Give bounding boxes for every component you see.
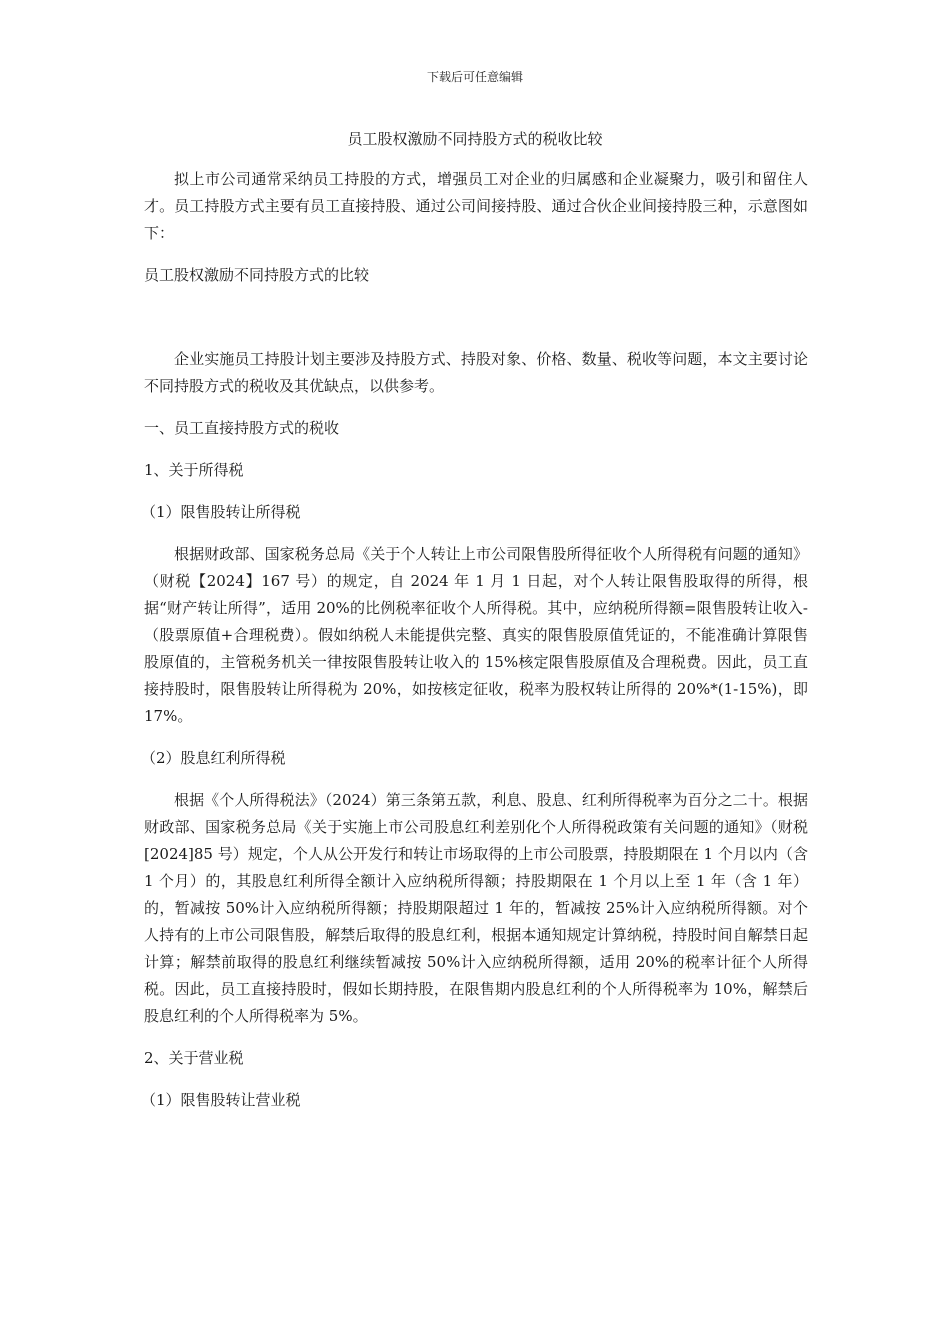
- body-paragraph: 根据《个人所得税法》（2024）第三条第五款，利息、股息、红利所得税率为百分之二十。根据财政部、国家税务总局《关于实施上市公司股息红利差别化个人所得税政策有关问题的通知》（财税[2024]85 号）规定，个人从公开发行和转让市场取得的上市公司股票，持股期限在 1 个月以内（含 1 个月）的，其股息红利所得全额计入应纳税所得额；持股期限在 1 个月以上至 1 年（含 1 年）的，暂减按 50%计入应纳税所得额；持股期限超过 1 年的，暂减按 25%计入应纳税所得额。对个人持有的上市公司限售股，解禁后取得的股息红利，根据本通知规定计算纳税，持股时间自解禁日起计算；解禁前取得的股息红利继续暂减按 50%计入应纳税所得额，适用 20%的税率计征个人所得税。因此，员工直接持股时，假如长期持股，在限售期内股息红利的个人所得税率为 10%，解禁后股息红利的个人所得税率为 5%。: [144, 791, 808, 1025]
- document-body: [141, 166, 808, 1129]
- item-heading: （2）股息红利所得税: [141, 749, 286, 767]
- figure-placeholder: [144, 304, 808, 346]
- page-header: 下载后可任意编辑: [426, 70, 523, 84]
- figure-caption: 员工股权激励不同持股方式的比较: [144, 266, 370, 284]
- item-heading: （1）限售股转让营业税: [141, 1091, 301, 1109]
- intro-paragraph: 拟上市公司通常采纳员工持股的方式，增强员工对企业的归属感和企业凝聚力，吸引和留住人才。员工持股方式主要有员工直接持股、通过公司间接持股、通过合伙企业间接持股三种，示意图如下：: [144, 170, 808, 242]
- body-paragraph: 根据财政部、国家税务总局《关于个人转让上市公司限售股所得征收个人所得税有问题的通知》（财税【2024】167 号）的规定，自 2024 年 1 月 1 日起，对个人转让限售股取得的所得，根据“财产转让所得”，适用 20%的比例税率征收个人所得税。其中，应纳税所得额=限售股转让收入-（股票原值+合理税费）。假如纳税人未能提供完整、真实的限售股原值凭证的，不能准确计算限售股原值的，主管税务机关一律按限售股转让收入的 15%核定限售股原值及合理税费。因此，员工直接持股时，限售股转让所得税为 20%，如按核定征收，税率为股权转让所得的 20%*(1-15%)，即 17%。: [144, 545, 808, 725]
- section-heading: 一、员工直接持股方式的税收: [144, 419, 340, 437]
- subsection-heading: 2、关于营业税: [144, 1049, 244, 1067]
- subsection-heading: 1、关于所得税: [144, 461, 244, 479]
- body-paragraph: 企业实施员工持股计划主要涉及持股方式、持股对象、价格、数量、税收等问题，本文主要讨论不同持股方式的税收及其优缺点，以供参考。: [144, 350, 808, 395]
- document-title: 员工股权激励不同持股方式的税收比较: [347, 130, 603, 148]
- item-heading: （1）限售股转让所得税: [141, 503, 301, 521]
